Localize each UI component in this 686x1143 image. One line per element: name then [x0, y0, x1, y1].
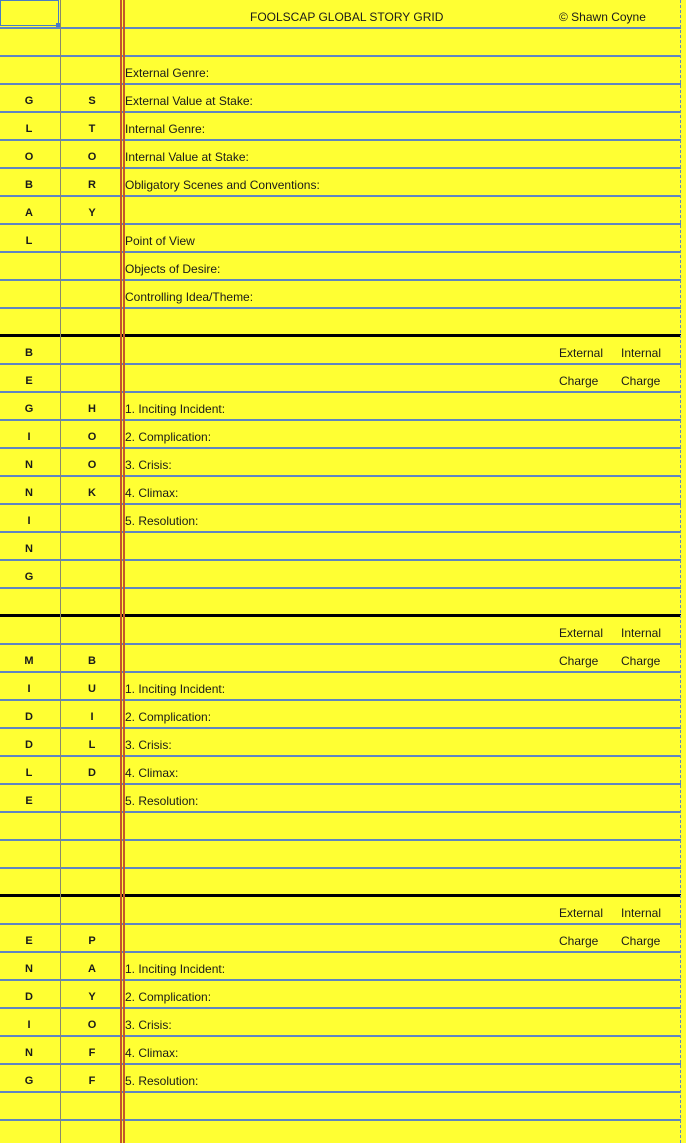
grid-row-line	[0, 251, 681, 253]
grid-row-line	[0, 279, 681, 281]
ending-beat-label: 4. Climax:	[125, 1046, 179, 1060]
sheet-title: FOOLSCAP GLOBAL STORY GRID	[250, 10, 444, 24]
beginning-letter-left: N	[25, 459, 33, 471]
beginning-letter-left: G	[24, 571, 34, 583]
grid-row-line	[0, 83, 681, 85]
global-letter-right: T	[88, 123, 96, 135]
grid-row-line	[0, 811, 681, 813]
beginning-letter-left: B	[25, 347, 33, 359]
section-divider	[0, 614, 681, 617]
beginning-letter-left: N	[25, 543, 33, 555]
global-letter-left: L	[25, 235, 33, 247]
beginning-beat-label: 3. Crisis:	[125, 458, 172, 472]
global-field-label: Internal Genre:	[125, 122, 206, 136]
middle-letter-right: D	[88, 767, 96, 779]
ending-letter-right: F	[88, 1075, 96, 1087]
middle-letter-left: I	[27, 683, 31, 695]
grid-row-line	[0, 839, 681, 841]
middle-letter-left: D	[25, 739, 33, 751]
internal-charge-header: Internal	[621, 346, 662, 360]
beginning-letter-right: H	[88, 403, 96, 415]
ending-letter-left: E	[25, 935, 33, 947]
grid-row-line	[0, 531, 681, 533]
column-divider	[60, 0, 61, 1143]
ending-letter-right: A	[88, 963, 96, 975]
external-charge-header: External	[559, 346, 604, 360]
global-letter-right: Y	[88, 207, 96, 219]
global-field-label: Obligatory Scenes and Conventions:	[125, 178, 320, 192]
beginning-letter-left: E	[25, 375, 33, 387]
section-divider	[0, 334, 681, 337]
margin-rule	[120, 0, 122, 1143]
section-divider	[0, 894, 681, 897]
global-field-label: Point of View	[125, 234, 195, 248]
global-letter-left: A	[25, 207, 33, 219]
ending-beat-label: 2. Complication:	[125, 990, 212, 1004]
ending-letter-left: G	[24, 1075, 34, 1087]
internal-charge-subheader: Charge	[621, 654, 661, 668]
middle-beat-label: 4. Climax:	[125, 766, 179, 780]
beginning-beat-label: 2. Complication:	[125, 430, 212, 444]
grid-row-line	[0, 587, 681, 589]
global-field-label: External Value at Stake:	[125, 94, 253, 108]
copyright-notice: © Shawn Coyne	[559, 10, 646, 24]
global-field-label: Objects of Desire:	[125, 262, 221, 276]
beginning-letter-left: N	[25, 487, 33, 499]
ending-letter-right: Y	[88, 991, 96, 1003]
middle-letter-right: B	[88, 655, 96, 667]
grid-row-line	[0, 27, 681, 29]
middle-letter-right: U	[88, 683, 96, 695]
global-letter-left: G	[24, 95, 34, 107]
beginning-beat-label: 5. Resolution:	[125, 514, 199, 528]
external-charge-header: External	[559, 906, 604, 920]
global-letter-left: O	[24, 151, 34, 163]
page-break-line	[680, 0, 681, 1143]
ending-letter-left: I	[27, 1019, 31, 1031]
external-charge-header: External	[559, 626, 604, 640]
ending-letter-right: P	[88, 935, 96, 947]
global-field-label: External Genre:	[125, 66, 210, 80]
global-field-label: Controlling Idea/Theme:	[125, 290, 254, 304]
external-charge-subheader: Charge	[559, 374, 599, 388]
beginning-beat-label: 1. Inciting Incident:	[125, 402, 226, 416]
grid-row-line	[0, 867, 681, 869]
beginning-letter-left: G	[24, 403, 34, 415]
middle-beat-label: 3. Crisis:	[125, 738, 172, 752]
middle-letter-right: L	[88, 739, 96, 751]
external-charge-subheader: Charge	[559, 934, 599, 948]
internal-charge-header: Internal	[621, 906, 662, 920]
middle-beat-label: 2. Complication:	[125, 710, 212, 724]
middle-letter-left: L	[25, 767, 33, 779]
grid-row-line	[0, 55, 681, 57]
global-letter-right: R	[88, 179, 96, 191]
selected-cell[interactable]	[0, 0, 59, 26]
internal-charge-header: Internal	[621, 626, 662, 640]
middle-beat-label: 1. Inciting Incident:	[125, 682, 226, 696]
internal-charge-subheader: Charge	[621, 374, 661, 388]
beginning-letter-right: O	[87, 431, 97, 443]
external-charge-subheader: Charge	[559, 654, 599, 668]
beginning-letter-right: O	[87, 459, 97, 471]
middle-letter-left: M	[24, 655, 34, 667]
global-letter-left: B	[25, 179, 33, 191]
middle-beat-label: 5. Resolution:	[125, 794, 199, 808]
beginning-letter-left: I	[27, 515, 31, 527]
ending-beat-label: 1. Inciting Incident:	[125, 962, 226, 976]
global-letter-left: L	[25, 123, 33, 135]
grid-row-line	[0, 307, 681, 309]
ending-letter-left: N	[25, 963, 33, 975]
ending-beat-label: 5. Resolution:	[125, 1074, 199, 1088]
middle-letter-right: I	[90, 711, 94, 723]
ending-letter-left: N	[25, 1047, 33, 1059]
grid-row-line	[0, 1119, 681, 1121]
global-field-label: Internal Value at Stake:	[125, 150, 249, 164]
beginning-letter-left: I	[27, 431, 31, 443]
ending-letter-right: F	[88, 1047, 96, 1059]
middle-letter-left: E	[25, 795, 33, 807]
ending-letter-right: O	[87, 1019, 97, 1031]
middle-letter-left: D	[25, 711, 33, 723]
global-letter-right: O	[87, 151, 97, 163]
grid-row-line	[0, 559, 681, 561]
global-letter-right: S	[88, 95, 96, 107]
internal-charge-subheader: Charge	[621, 934, 661, 948]
ending-letter-left: D	[25, 991, 33, 1003]
beginning-beat-label: 4. Climax:	[125, 486, 179, 500]
beginning-letter-right: K	[88, 487, 96, 499]
ending-beat-label: 3. Crisis:	[125, 1018, 172, 1032]
